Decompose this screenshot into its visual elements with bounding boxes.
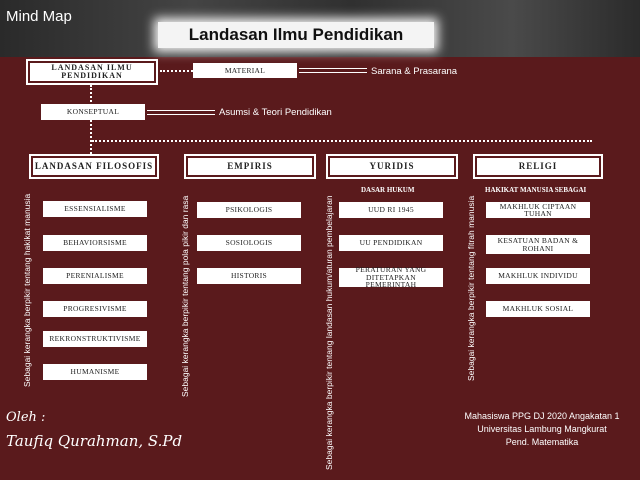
item-makhluk-individu <box>486 268 590 284</box>
item-makhluk-individu-label: MAKHLUK INDIVIDU <box>498 271 578 281</box>
item-rekronstruktivisme-label: REKRONSTRUKTIVISME <box>49 334 141 344</box>
item-peraturan-pemerintah <box>339 265 443 290</box>
credits-block <box>452 410 632 449</box>
root-vertical-connector <box>90 85 92 158</box>
category-empiris-label: EMPIRIS <box>227 161 273 171</box>
item-kesatuan-badan-rohani <box>486 235 590 254</box>
category-landasan-filosofis <box>31 156 157 177</box>
item-makhluk-sosial <box>486 301 590 317</box>
item-psikologis-label: PSIKOLOGIS <box>225 205 273 215</box>
page-title-box <box>158 22 434 48</box>
item-humanisme-label: HUMANISME <box>70 367 120 377</box>
root-node <box>28 61 156 83</box>
item-uu-pendidikan-label: UU PENDIDIKAN <box>359 238 423 248</box>
item-humanisme <box>43 364 147 380</box>
konseptual-node-label: KONSEPTUAL <box>66 107 120 117</box>
item-kesatuan-badan-rohani-label: KESATUAN BADAN & ROHANI <box>497 236 579 253</box>
konseptual-double-connector <box>147 110 215 115</box>
subheading-hakikat-manusia: HAKIKAT MANUSIA SEBAGAI <box>485 186 587 194</box>
item-peraturan-pemerintah-label: PERATURAN YANG DITETAPKAN PEMERINTAH <box>355 265 427 290</box>
side-note-yuridis: Sebagai kerangka berpikir tentang landasan hukum/aturan pembelajaran <box>324 195 334 470</box>
page-title: Landasan Ilmu Pendidikan <box>188 25 404 44</box>
item-progresivisme-label: PROGRESIVISME <box>63 304 127 314</box>
category-yuridis-label: YURIDIS <box>369 161 415 171</box>
konseptual-detail: Asumsi & Teori Pendidikan <box>219 107 332 118</box>
material-double-connector <box>299 68 367 73</box>
item-makhluk-ciptaan-tuhan <box>486 202 590 218</box>
credits-line-1: Mahasiswa PPG DJ 2020 Angakatan 1 <box>464 411 620 421</box>
item-historis-label: HISTORIS <box>230 271 268 281</box>
item-progresivisme <box>43 301 147 317</box>
item-rekronstruktivisme <box>43 331 147 347</box>
category-yuridis <box>328 156 456 177</box>
brand-label: Mind Map <box>6 8 72 25</box>
item-uud-ri-1945 <box>339 202 443 218</box>
credits-line-3: Pend. Matematika <box>505 437 579 447</box>
category-empiris <box>186 156 314 177</box>
item-uu-pendidikan <box>339 235 443 251</box>
credits-line-2: Universitas Lambung Mangkurat <box>477 424 607 434</box>
side-note-empiris: Sebagai kerangka berpikir tentang pola pikir dan rasa <box>180 195 190 397</box>
item-psikologis <box>197 202 301 218</box>
item-behaviorsisme <box>43 235 147 251</box>
item-behaviorsisme-label: BEHAVIORSISME <box>63 238 127 248</box>
subheading-dasar-hukum: DASAR HUKUM <box>361 186 415 194</box>
item-historis <box>197 268 301 284</box>
category-distribution-connector <box>92 140 592 142</box>
category-religi <box>475 156 601 177</box>
material-node-label: MATERIAL <box>224 65 266 75</box>
category-religi-label: RELIGI <box>518 161 558 171</box>
item-sosiologis <box>197 235 301 251</box>
material-detail: Sarana & Prasarana <box>371 66 458 77</box>
category-landasan-filosofis-label: LANDASAN FILOSOFIS <box>34 161 154 171</box>
material-node <box>193 63 297 78</box>
item-sosiologis-label: SOSIOLOGIS <box>225 238 273 248</box>
root-node-label: LANDASAN ILMU PENDIDIKAN <box>51 63 133 80</box>
item-essensialisme-label: ESSENSIALISME <box>64 204 126 214</box>
item-uud-ri-1945-label: UUD RI 1945 <box>368 205 414 215</box>
author-prefix: Oleh : <box>6 410 46 425</box>
item-makhluk-sosial-label: MAKHLUK SOSIAL <box>502 304 574 314</box>
item-essensialisme <box>43 201 147 217</box>
side-note-filosofis: Sebagai kerangka berpikir tentang hakikat manusia <box>22 193 32 387</box>
author-name: Taufiq Qurahman, S.Pd <box>6 432 183 450</box>
konseptual-node <box>41 104 145 120</box>
item-perenialisme <box>43 268 147 284</box>
item-perenialisme-label: PERENIALISME <box>66 271 124 281</box>
item-makhluk-ciptaan-tuhan-label: MAKHLUK CIPTAAN TUHAN <box>499 201 577 218</box>
root-to-material-connector <box>160 70 193 72</box>
side-note-religi: Sebagai kerangka berpikir tentang fitrah manusia <box>466 195 476 381</box>
